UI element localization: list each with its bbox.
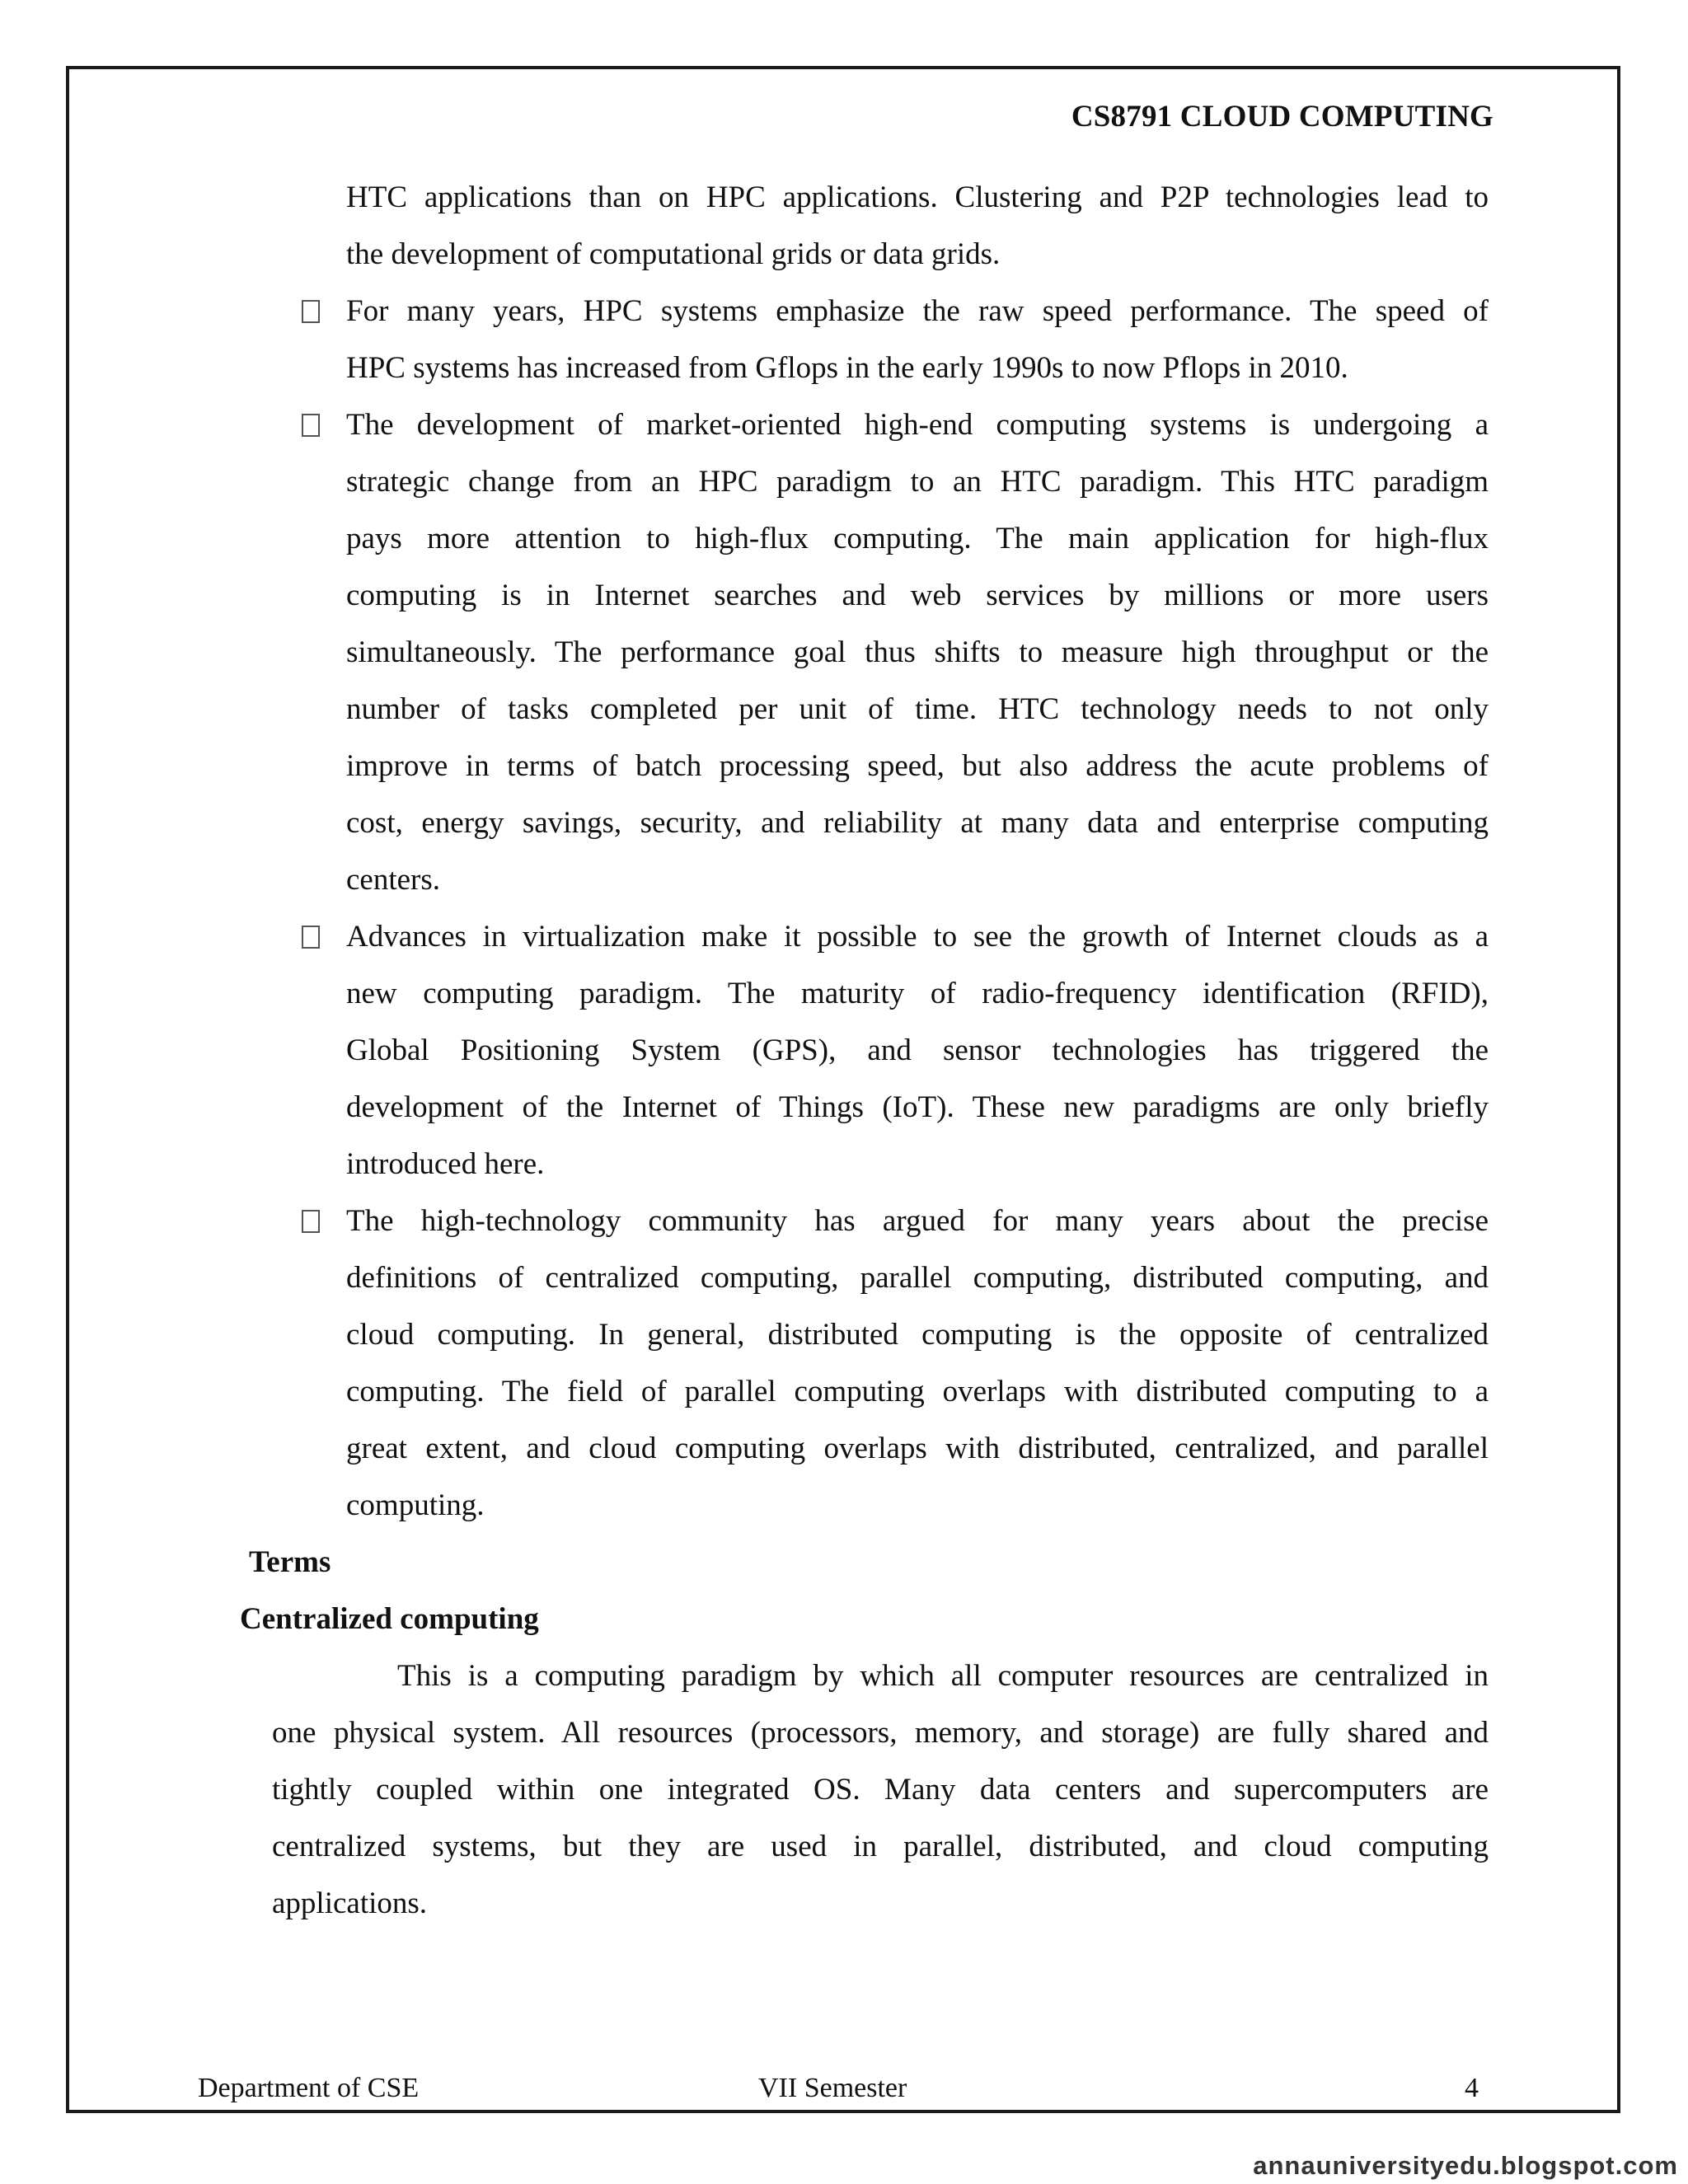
paragraph-line: the development of computational grids or data grids. [346,237,1001,271]
bullet-line: great extent, and cloud computing overlaps with distributed, centralized, and parallel [346,1432,1489,1465]
bullet-line: definitions of centralized computing, parallel computing, distributed computing, and [346,1261,1489,1295]
bullet-line: HPC systems has increased from Gflops in the early 1990s to now Pflops in 2010. [346,351,1348,385]
paragraph-line: applications. [272,1886,428,1920]
bullet-line: computing is in Internet searches and web services by millions or more users [346,579,1489,612]
terms-heading: Terms [249,1545,331,1579]
centralized-computing-heading: Centralized computing [240,1602,539,1636]
paragraph-line: HTC applications than on HPC applications. Clustering and P2P technologies lead to [346,180,1489,214]
bullet-line: number of tasks completed per unit of time. HTC technology needs to not only [346,692,1489,726]
bullet-line: simultaneously. The performance goal thus shifts to measure high throughput or the [346,635,1489,669]
bullet-marker-icon [302,300,320,323]
footer-page-number: 4 [1465,2073,1479,2103]
paragraph-line: one physical system. All resources (processors, memory, and storage) are fully shared and [272,1716,1489,1750]
bullet-line: cost, energy savings, security, and reliability at many data and enterprise computing [346,806,1489,840]
footer-department: Department of CSE [198,2073,420,2103]
bullet-line: For many years, HPC systems emphasize the raw speed performance. The speed of [346,294,1489,328]
bullet-marker-icon [302,1210,320,1233]
bullet-line: The high-technology community has argued for many years about the precise [346,1204,1489,1238]
bullet-line: improve in terms of batch processing speed, but also address the acute problems of [346,749,1489,783]
bullet-line: Advances in virtualization make it possible to see the growth of Internet clouds as a [346,920,1489,954]
bullet-line: pays more attention to high-flux computing. The main application for high-flux [346,522,1489,555]
paragraph-line: centralized systems, but they are used in parallel, distributed, and cloud computing [272,1830,1489,1863]
footer-semester: VII Semester [758,2073,907,2103]
bullet-line: The development of market-oriented high-end computing systems is undergoing a [346,408,1489,442]
bullet-line: centers. [346,863,441,897]
bullet-line: introduced here. [346,1147,545,1181]
bullet-line: computing. The field of parallel computing overlaps with distributed computing to a [346,1375,1489,1408]
bullet-line: development of the Internet of Things (IoT). These new paradigms are only briefly [346,1090,1489,1124]
bullet-line: cloud computing. In general, distributed computing is the opposite of centralized [346,1318,1489,1352]
bullet-line: strategic change from an HPC paradigm to an HTC paradigm. This HTC paradigm [346,465,1489,499]
bullet-line: new computing paradigm. The maturity of radio-frequency identification (RFID), [346,977,1489,1010]
bullet-marker-icon [302,926,320,949]
paragraph-line: tightly coupled within one integrated OS. Many data centers and supercomputers are [272,1773,1489,1807]
bullet-line: Global Positioning System (GPS), and sensor technologies has triggered the [346,1033,1489,1067]
bullet-marker-icon [302,414,320,437]
paragraph-line: This is a computing paradigm by which all computer resources are centralized in [397,1659,1489,1693]
watermark-url: annauniversityedu.blogspot.com [1253,2151,1678,2180]
course-title-header: CS8791 CLOUD COMPUTING [1071,100,1493,134]
bullet-line: computing. [346,1488,485,1522]
